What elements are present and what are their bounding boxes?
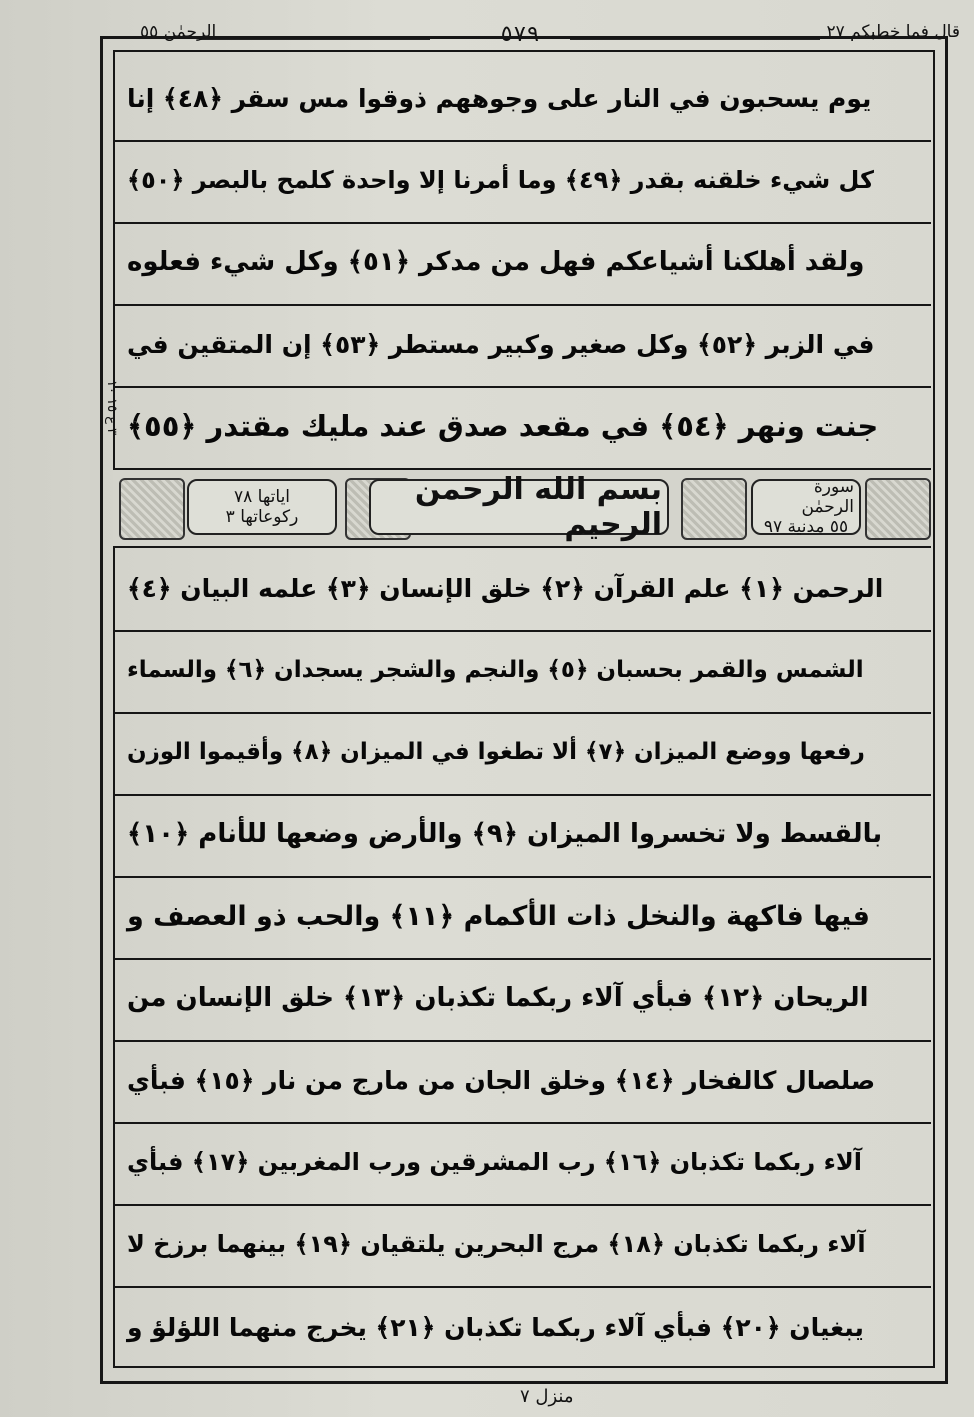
page-number: ٥٧٩ [500, 22, 540, 47]
verse-line [113, 874, 931, 960]
verse-line [113, 384, 931, 470]
verse-line [113, 1284, 931, 1370]
verse-line [113, 56, 931, 142]
verse-text: فيها فاكهة والنخل ذات الأكمام ﴿١١﴾ والحب ذو العصف و [127, 900, 870, 932]
verse-text: بالقسط ولا تخسروا الميزان ﴿٩﴾ والأرض وضعها للأنام ﴿١٠﴾ [127, 819, 883, 849]
surah-number-type: ٥٥ مدنية ٩٧ [763, 517, 849, 537]
verse-text: ولقد أهلكنا أشياعكم فهل من مدكر ﴿٥١﴾ وكل شيء فعلوه [127, 247, 865, 277]
header-surah-label: الرحمٰن ٥٥ [140, 22, 217, 42]
verse-line [113, 546, 931, 632]
verse-text: صلصال كالفخار ﴿١٤﴾ وخلق الجان من مارج من نار ﴿١٥﴾ فبأي [127, 1065, 876, 1095]
verse-line [113, 792, 931, 878]
verse-text: آلاء ربكما تكذبان ﴿١٨﴾ مرج البحرين يلتقيان ﴿١٩﴾ بينهما برزخ لا [127, 1230, 866, 1258]
verse-text: الشمس والقمر بحسبان ﴿٥﴾ والنجم والشجر يسجدان ﴿٦﴾ والسماء [127, 657, 864, 683]
ayat-count: اياتها ٧٨ [233, 487, 291, 507]
verse-line [113, 956, 931, 1042]
verse-line [113, 628, 931, 714]
bismillah-text: بسم الله الرحمن الرحيم [414, 472, 662, 542]
ruku-count: ركوعاتها ٣ [225, 507, 299, 527]
verse-text: في الزبر ﴿٥٢﴾ وكل صغير وكبير مستطر ﴿٥٣﴾ إن المتقين في [127, 329, 875, 359]
bismillah-box [369, 472, 669, 542]
manzil-footer: منزل ٧ [520, 1386, 574, 1407]
verse-text: الرحمن ﴿١﴾ علم القرآن ﴿٢﴾ خلق الإنسان ﴿٣﴾ علمه البيان ﴿٤﴾ [127, 573, 884, 603]
verse-text: يوم يسحبون في النار على وجوههم ذوقوا مس سقر ﴿٤٨﴾ إنا [127, 83, 872, 113]
verse-line [113, 220, 931, 306]
surah-info-left-box [187, 479, 337, 535]
header-juz-label: قال فما خطبكم ٢٧ [826, 22, 960, 42]
ruku-margin-note: ٣ ع ١٥ ١٠ [104, 380, 119, 436]
verse-text: رفعها ووضع الميزان ﴿٧﴾ ألا تطغوا في الميزان ﴿٨﴾ وأقيموا الوزن [127, 739, 865, 765]
surah-heading-band [113, 468, 931, 548]
verse-line [113, 710, 931, 796]
verse-text: الريحان ﴿١٢﴾ فبأي آلاء ربكما تكذبان ﴿١٣﴾ خلق الإنسان من [127, 983, 869, 1013]
surah-name: سورة الرحمٰن [801, 477, 854, 517]
verse-line [113, 1038, 931, 1124]
ornament-left-outer [119, 478, 185, 540]
verse-line [113, 302, 931, 388]
ornament-right-inner [681, 478, 747, 540]
verse-line [113, 138, 931, 224]
verse-text: آلاء ربكما تكذبان ﴿١٦﴾ رب المشرقين ورب المغربين ﴿١٧﴾ فبأي [127, 1148, 862, 1176]
verse-text: كل شيء خلقنه بقدر ﴿٤٩﴾ وما أمرنا إلا واحدة كلمح بالبصر ﴿٥٠﴾ [127, 166, 874, 194]
verse-line [113, 1120, 931, 1206]
ornament-right-outer [865, 478, 931, 540]
verse-line [113, 1202, 931, 1288]
verse-text: يبغيان ﴿٢٠﴾ فبأي آلاء ربكما تكذبان ﴿٢١﴾ يخرج منهما اللؤلؤ و [127, 1312, 864, 1342]
verse-text: جنت ونهر ﴿٥٤﴾ في مقعد صدق عند مليك مقتدر ﴿٥٥﴾ [127, 409, 879, 443]
surah-info-right-box [751, 479, 861, 535]
